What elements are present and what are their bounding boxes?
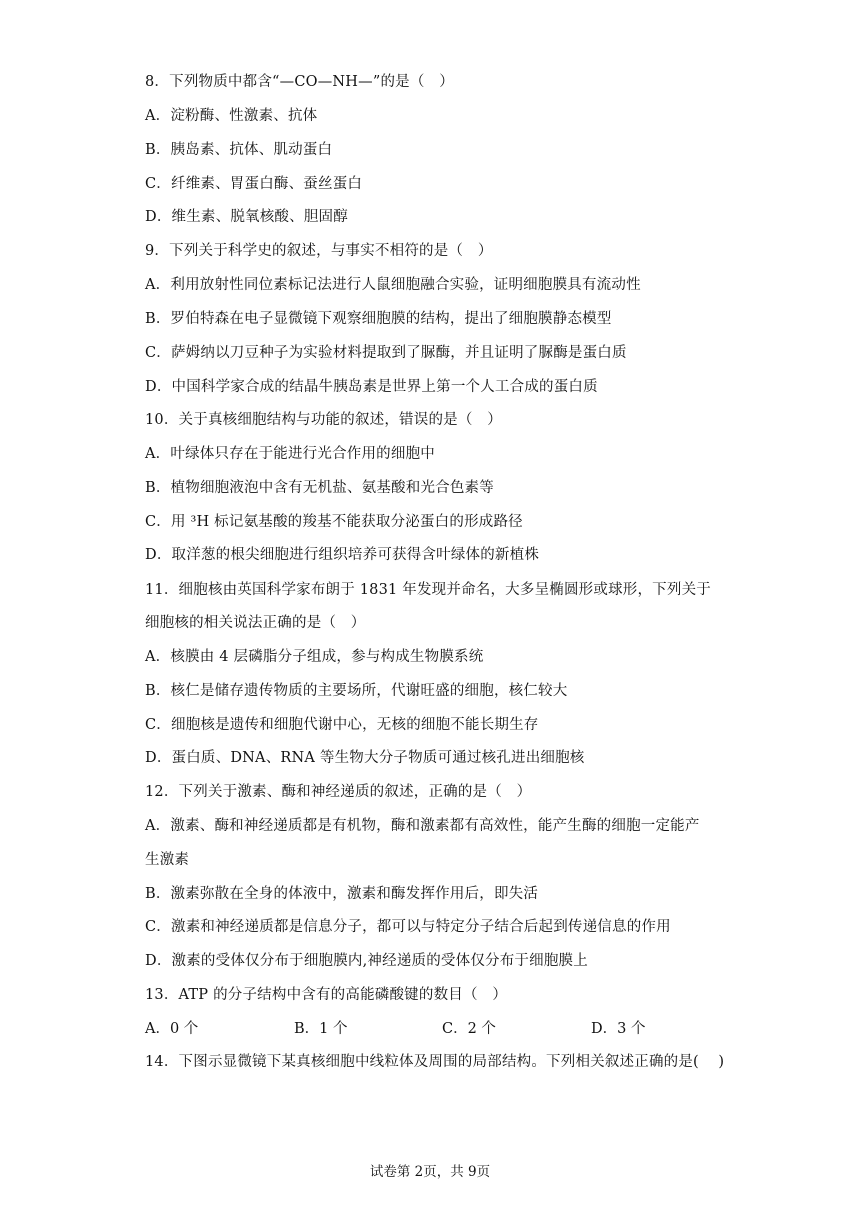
question-10-option-c: C．用 ³H 标记氨基酸的羧基不能获取分泌蛋白的形成路径 xyxy=(145,514,523,530)
question-9-option-c: C．萨姆纳以刀豆种子为实验材料提取到了脲酶，并且证明了脲酶是蛋白质 xyxy=(145,345,627,361)
page-footer: 试卷第 2页，共 9页 xyxy=(369,1164,491,1180)
question-8-stem: 8．下列物质中都含“—CO—NH—”的是（ ） xyxy=(145,74,454,90)
question-8-option-b: B．胰岛素、抗体、肌动蛋白 xyxy=(145,142,333,158)
question-8-option-c: C．纤维素、胃蛋白酶、蚕丝蛋白 xyxy=(145,176,363,192)
question-8-option-d: D．维生素、脱氧核酸、胆固醇 xyxy=(145,209,348,225)
question-13-stem: 13．ATP 的分子结构中含有的高能磷酸键的数目（ ） xyxy=(145,987,508,1003)
question-12-option-d: D．激素的受体仅分布于细胞膜内,神经递质的受体仅分布于细胞膜上 xyxy=(145,953,588,969)
question-9-option-a: A．利用放射性同位素标记法进行人鼠细胞融合实验，证明细胞膜具有流动性 xyxy=(145,277,641,293)
question-11-stem-line2: 细胞核的相关说法正确的是（ ） xyxy=(145,615,366,631)
question-9-option-b: B．罗伯特森在电子显微镜下观察细胞膜的结构，提出了细胞膜静态模型 xyxy=(145,311,612,327)
question-10-option-d: D．取洋葱的根尖细胞进行组织培养可获得含叶绿体的新植株 xyxy=(145,547,540,563)
question-11-option-c: C．细胞核是遗传和细胞代谢中心，无核的细胞不能长期生存 xyxy=(145,717,539,733)
question-11-option-a: A．核膜由 4 层磷脂分子组成，参与构成生物膜系统 xyxy=(145,649,484,665)
question-10-option-b: B．植物细胞液泡中含有无机盐、氨基酸和光合色素等 xyxy=(145,480,494,496)
question-13-option-b: B．1 个 xyxy=(294,1021,348,1037)
question-14-stem: 14．下图示显微镜下某真核细胞中线粒体及周围的局部结构。下列相关叙述正确的是( ) xyxy=(145,1054,725,1070)
question-13-option-a: A．0 个 xyxy=(145,1021,199,1037)
question-13-option-d: D．3 个 xyxy=(591,1021,646,1037)
question-9-stem: 9．下列关于科学史的叙述，与事实不相符的是（ ） xyxy=(145,243,493,259)
question-11-option-b: B．核仁是储存遗传物质的主要场所，代谢旺盛的细胞，核仁较大 xyxy=(145,683,568,699)
question-12-stem: 12．下列关于激素、酶和神经递质的叙述，正确的是（ ） xyxy=(145,784,532,800)
question-10-option-a: A．叶绿体只存在于能进行光合作用的细胞中 xyxy=(145,446,435,462)
question-10-stem: 10．关于真核细胞结构与功能的叙述，错误的是（ ） xyxy=(145,412,502,428)
question-9-option-d: D．中国科学家合成的结晶牛胰岛素是世界上第一个人工合成的蛋白质 xyxy=(145,379,598,395)
question-12-option-a-line2: 生激素 xyxy=(145,852,190,868)
question-12-option-b: B．激素弥散在全身的体液中，激素和酶发挥作用后，即失活 xyxy=(145,886,539,902)
question-12-option-a-line1: A．激素、酶和神经递质都是有机物，酶和激素都有高效性，能产生酶的细胞一定能产 xyxy=(145,818,700,834)
question-11-stem-line1: 11．细胞核由英国科学家布朗于 1831 年发现并命名，大多呈椭圆形或球形，下列关于 xyxy=(145,582,711,598)
question-8-option-a: A．淀粉酶、性激素、抗体 xyxy=(145,108,318,124)
question-11-option-d: D．蛋白质、DNA、RNA 等生物大分子物质可通过核孔进出细胞核 xyxy=(145,750,585,766)
question-13-option-c: C．2 个 xyxy=(442,1021,496,1037)
question-12-option-c: C．激素和神经递质都是信息分子，都可以与特定分子结合后起到传递信息的作用 xyxy=(145,919,671,935)
